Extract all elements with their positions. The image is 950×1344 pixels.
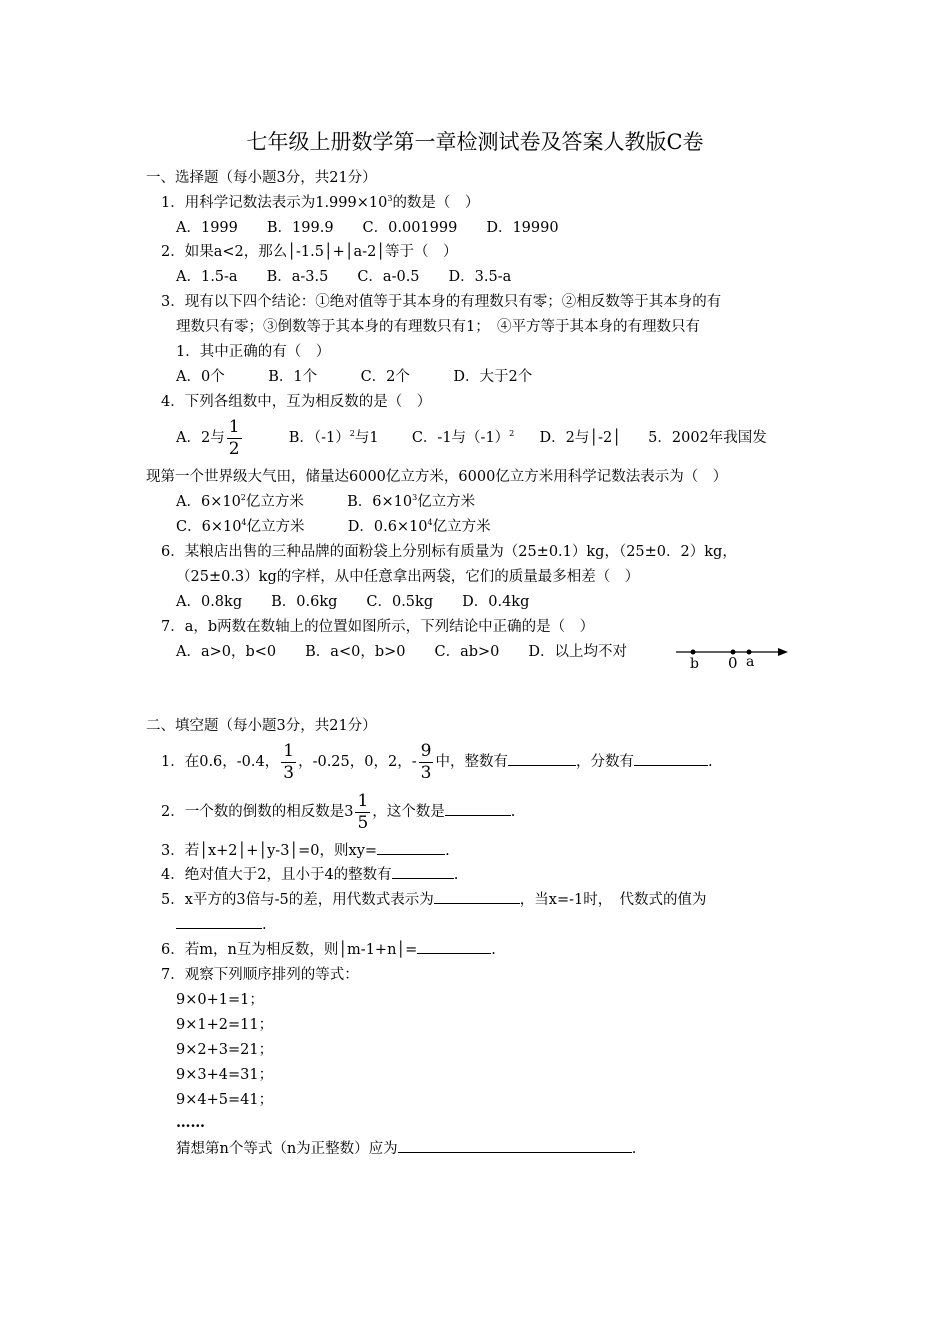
q5-options-row2	[176, 518, 491, 536]
q3-options: A．0个 B．1个 C．2个 D．大于2个	[176, 369, 533, 385]
q4-question: 4．下列各组数中，互为相反数的是（ ）	[161, 394, 432, 410]
fill-q3-pre: 3．若│x+2│+│y-3│=0，则xy=	[161, 843, 378, 859]
q5-continuation: 现第一个世界级大气田，储量达6000亿立方米，6000亿立方米用科学记数法表示为（ ）	[146, 469, 728, 485]
fill-q7-eq-1: 9×0+1=1；	[176, 992, 264, 1008]
q2-question: 2．如果a<2，那么│-1.5│+│a-2│等于（ ）	[161, 244, 458, 260]
fill-q4	[161, 866, 458, 884]
q7-question: 7．a，b两数在数轴上的位置如图所示，下列结论中正确的是（ ）	[161, 619, 595, 635]
fill-q7-eq-3: 9×2+3=21；	[176, 1042, 274, 1058]
q5-opt-b-exp: 3	[412, 493, 418, 502]
fill-q6-blank[interactable]	[417, 941, 491, 954]
fill-q6	[161, 941, 496, 959]
fill-q1-mid: ，-0.25，0，2，-	[298, 754, 417, 770]
fill-q5-end: .	[262, 917, 267, 933]
number-line-arrow-icon	[778, 648, 788, 656]
fill-q4-pre: 4．绝对值大于2，且小于4的整数有	[161, 867, 392, 883]
fill-q1-frac1-den: 3	[283, 762, 295, 783]
q1-pre: 1．用科学记数法表示为1.999×10	[161, 195, 388, 211]
fill-q1-fractions-blank[interactable]	[634, 753, 708, 766]
q6-line1: 6．某粮店出售的三种品牌的面粉袋上分别标有质量为（25±0.1）kg，（25±0．2）kg，	[161, 544, 737, 560]
q6-line2: （25±0.3）kg的字样，从中任意拿出两袋，它们的质量最多相差（ ）	[176, 569, 640, 585]
q1-question	[161, 194, 479, 212]
number-line-label-zero: 0	[728, 654, 738, 672]
q4-opt-d: D．2与│-2│	[539, 430, 621, 446]
fill-q1-pre: 1．在0.6，-0.4，	[161, 754, 280, 770]
fill-q5	[161, 891, 706, 909]
q5-options-row1	[176, 493, 475, 511]
fill-q2-post: ，这个数是	[372, 804, 445, 820]
fill-q5-expression-blank[interactable]	[434, 891, 520, 904]
fill-q2-frac-num: 1	[357, 790, 369, 811]
number-line-label-b: b	[690, 656, 699, 672]
fill-q5-line2	[176, 916, 267, 934]
fill-q2-end: .	[510, 804, 516, 820]
fill-q3	[161, 842, 450, 860]
q3-line3: 1．其中正确的有（ ）	[176, 344, 331, 360]
q3-line1: 3．现有以下四个结论：①绝对值等于其本身的有理数只有零；②相反数等于其本身的有	[161, 294, 722, 310]
fill-q2-pre: 2．一个数的倒数的相反数是3	[161, 804, 354, 820]
fill-q7-blank[interactable]	[398, 1140, 632, 1153]
fill-q7-guess-label: 猜想第n个等式（n为正整数）应为	[176, 1141, 398, 1157]
q1-exp: 3	[387, 194, 393, 203]
q4-opt-c-exp: 2	[509, 429, 515, 438]
fill-q3-blank[interactable]	[377, 842, 445, 855]
fill-q1-frac1	[281, 740, 296, 783]
q5-opt-d-exp: 4	[427, 518, 433, 527]
fill-q1-end: .	[707, 754, 713, 770]
section2-heading: 二、填空题（每小题3分，共21分）	[146, 718, 377, 734]
q5-opt-b-post: 亿立方米	[417, 494, 476, 510]
q5-opt-c-exp: 4	[241, 518, 247, 527]
q4-opt-b: B．（-1）	[288, 430, 350, 446]
q4-options	[176, 418, 767, 458]
fill-q7-eq-2: 9×1+2=11；	[176, 1017, 274, 1033]
fill-q5-mid: ，当x=-1时， 代数式的值为	[519, 892, 707, 908]
q4-frac-den: 2	[228, 438, 240, 459]
fill-q6-end: .	[491, 942, 496, 958]
page-title: 七年级上册数学第一章检测试卷及答案人教版C卷	[246, 130, 704, 154]
fill-q1-frac2	[419, 740, 434, 783]
fill-q7-eq-4: 9×3+4=31；	[176, 1067, 274, 1083]
fill-q4-end: .	[453, 867, 459, 883]
q5-opt-d-post: 亿立方米	[432, 519, 491, 535]
fill-q2	[161, 790, 515, 834]
fill-q1-integers-label: 中，整数有	[435, 754, 508, 770]
fill-q1	[161, 740, 713, 784]
fill-q7-eq-5: 9×4+5=41；	[176, 1092, 274, 1108]
q1-post: 的数是（ ）	[392, 195, 480, 211]
q4-opt-c: C．-1与（-1）	[411, 430, 510, 446]
q1-options: A．1999 B．199.9 C．0.001999 D．19990	[176, 220, 559, 236]
fill-q1-frac2-num: 9	[420, 740, 432, 761]
fill-q5-pre: 5．x平方的3倍与-5的差，用代数式表示为	[161, 892, 434, 908]
number-line-label-a: a	[746, 654, 755, 670]
q5-opt-b: B．6×10	[347, 494, 413, 510]
q6-options: A．0.8kg B．0.6kg C．0.5kg D．0.4kg	[176, 594, 530, 610]
q5-opt-d: D．0.6×10	[347, 519, 428, 535]
fill-q4-blank[interactable]	[392, 866, 454, 879]
fill-q7-question: 7．观察下列顺序排列的等式：	[161, 967, 359, 983]
fill-q7-guess	[176, 1140, 636, 1158]
q5-opt-a-post: 亿立方米	[245, 494, 304, 510]
q4-opt-b-exp: 2	[349, 429, 355, 438]
q7-options: A．a>0，b<0 B．a<0，b>0 C．ab>0 D．以上均不对	[176, 644, 627, 660]
section1-heading: 一、选择题（每小题3分，共21分）	[146, 170, 377, 186]
fill-q6-pre: 6．若m，n互为相反数，则│m-1+n│=	[161, 942, 418, 958]
fill-q1-frac1-num: 1	[283, 740, 295, 761]
fill-q7-end: .	[631, 1141, 637, 1157]
q4-fraction	[227, 416, 242, 459]
q4-frac-num: 1	[228, 416, 240, 437]
fill-q1-integers-blank[interactable]	[508, 753, 576, 766]
fill-q3-end: .	[445, 843, 450, 859]
q4-opt-a: A．2与	[176, 430, 225, 446]
q5-opt-c: C．6×10	[176, 519, 242, 535]
q3-line2: 理数只有零；③倒数等于其本身的有理数只有1； ④平方等于其本身的有理数只有	[176, 319, 700, 335]
q5-opt-c-post: 亿立方米	[246, 519, 305, 535]
number-line-point-b	[691, 650, 696, 655]
fill-q1-frac2-den: 3	[420, 762, 432, 783]
fill-q5-value-blank[interactable]	[176, 916, 262, 929]
number-line-figure	[670, 640, 795, 672]
q5-start: 5．2002年我国发	[648, 430, 767, 446]
q2-options: A．1.5-a B．a-3.5 C．a-0.5 D．3.5-a	[176, 269, 512, 285]
fill-q2-frac-den: 5	[357, 812, 369, 833]
q5-opt-a-exp: 2	[240, 493, 246, 502]
q4-opt-b-post: 与1	[354, 430, 379, 446]
fill-q1-fractions-label: ，分数有	[575, 754, 634, 770]
q5-opt-a: A．6×10	[176, 494, 241, 510]
fill-q2-blank[interactable]	[445, 803, 511, 816]
fill-q2-frac	[355, 790, 370, 833]
fill-q7-ellipsis: ……	[176, 1114, 205, 1131]
